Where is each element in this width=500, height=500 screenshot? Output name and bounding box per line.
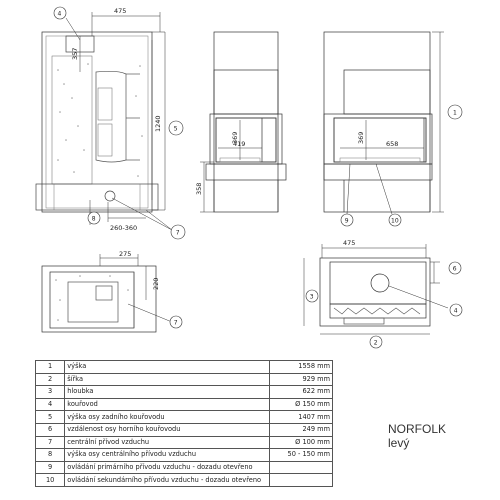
callout-3-label: 3 <box>309 293 314 301</box>
table-row <box>36 423 333 436</box>
row-description: vzdálenost osy horního kouřovodu <box>65 423 269 436</box>
front-view <box>195 32 286 212</box>
callout-7-side-label: 7 <box>175 229 180 237</box>
table-row <box>36 411 333 424</box>
table-row <box>36 474 333 487</box>
table-row <box>36 436 333 449</box>
callout-4-side-label: 4 <box>57 10 62 18</box>
callout-4-top-label: 4 <box>453 307 458 315</box>
top-view <box>304 239 448 334</box>
row-number: 2 <box>36 373 65 386</box>
row-value <box>269 461 332 474</box>
callout-8-label: 8 <box>91 215 96 223</box>
table-row <box>36 398 333 411</box>
table-row <box>36 386 333 399</box>
spec-table <box>35 360 333 487</box>
model-label <box>388 422 446 450</box>
callout-10-label: 10 <box>391 217 399 225</box>
dim-plan-depth: 220 <box>152 277 160 290</box>
row-number: 1 <box>36 361 65 374</box>
dim-side-width: 475 <box>114 7 127 15</box>
dim-side-height: 1240 <box>154 115 162 132</box>
row-number: 4 <box>36 398 65 411</box>
callout-2-label: 2 <box>373 339 378 347</box>
dim-front-base-height: 358 <box>195 182 203 195</box>
row-value: 622 mm <box>269 386 332 399</box>
row-description: centrální přívod vzduchu <box>65 436 269 449</box>
dim-right-opening-width: 658 <box>386 140 399 148</box>
dim-top-width: 475 <box>343 239 356 247</box>
table-row <box>36 373 333 386</box>
row-value: Ø 150 mm <box>269 398 332 411</box>
row-number: 3 <box>36 386 65 399</box>
row-value: Ø 100 mm <box>269 436 332 449</box>
table-row <box>36 449 333 462</box>
row-value: 929 mm <box>269 373 332 386</box>
row-number: 8 <box>36 449 65 462</box>
row-description: výška osy centrálního přívodu vzduchu <box>65 449 269 462</box>
row-description: výška <box>65 361 269 374</box>
front-right-view <box>324 32 444 214</box>
row-value: 1558 mm <box>269 361 332 374</box>
row-description: ovládání primárního přívodu vzduchu - dozadu otevřeno <box>65 461 269 474</box>
row-number: 9 <box>36 461 65 474</box>
dim-side-bottom-range: 260-360 <box>110 224 138 232</box>
row-description: kouřovod <box>65 398 269 411</box>
row-description: hloubka <box>65 386 269 399</box>
callout-7-plan-label: 7 <box>173 319 178 327</box>
callout-5-label: 5 <box>173 125 178 133</box>
dim-side-flue-offset: 357 <box>71 47 79 60</box>
dim-front-opening-height: 369 <box>231 131 239 144</box>
callout-1-label: 1 <box>453 109 457 117</box>
row-number: 10 <box>36 474 65 487</box>
row-value: 1407 mm <box>269 411 332 424</box>
row-number: 7 <box>36 436 65 449</box>
row-number: 6 <box>36 423 65 436</box>
row-description: výška osy zadního kouřovodu <box>65 411 269 424</box>
dim-right-opening-height: 369 <box>357 131 365 144</box>
dim-front-opening-width: 419 <box>233 140 246 148</box>
row-number: 5 <box>36 411 65 424</box>
side-view <box>36 7 172 232</box>
table-row <box>36 361 333 374</box>
row-description: ovládání sekundárního přívodu vzduchu - dozadu otevřeno <box>65 474 269 487</box>
dim-plan-width: 275 <box>119 250 132 258</box>
row-value <box>269 474 332 487</box>
model-name: NORFOLK <box>388 422 447 436</box>
callout-6-label: 6 <box>452 265 457 273</box>
row-description: šířka <box>65 373 269 386</box>
callout-9-label: 9 <box>344 217 349 225</box>
table-row <box>36 461 333 474</box>
plan-view <box>42 250 172 332</box>
model-variant: levý <box>388 436 410 450</box>
row-value: 50 - 150 mm <box>269 449 332 462</box>
row-value: 249 mm <box>269 423 332 436</box>
